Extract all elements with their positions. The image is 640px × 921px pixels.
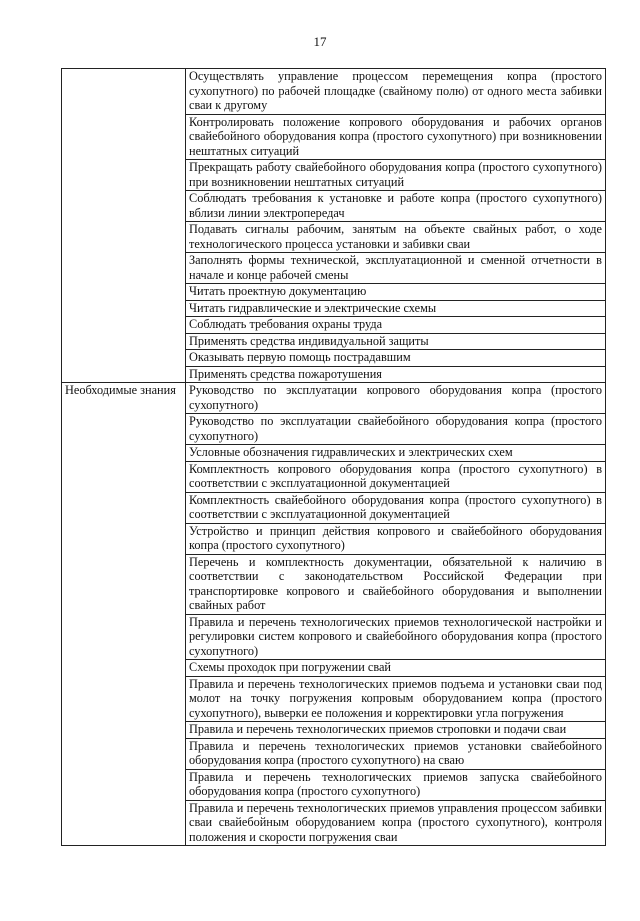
skill-item: Оказывать первую помощь пострадавшим (186, 350, 606, 367)
knowledge-item: Правила и перечень технологических приемов технологической настройки и регулировки систем копрового и свайебойного оборудования копра (простого сухопутного) (186, 614, 606, 660)
requirements-table-body (62, 69, 606, 846)
table-row (62, 383, 606, 414)
skill-item: Заполнять формы технической, эксплуатационной и сменной отчетности в начале и конце рабочей смены (186, 253, 606, 284)
knowledge-item: Правила и перечень технологических приемов управления процессом забивки сваи свайебойным оборудованием копра (простого сухопутного), контроля положения и скорости погружения сваи (186, 800, 606, 846)
knowledge-item: Схемы проходок при погружении свай (186, 660, 606, 677)
skill-item: Прекращать работу свайебойного оборудования копра (простого сухопутного) при возникновении нештатных ситуаций (186, 160, 606, 191)
table-row (62, 69, 606, 115)
knowledge-item: Комплектность свайебойного оборудования копра (простого сухопутного) в соответствии с эксплуатационной документацией (186, 492, 606, 523)
knowledge-item: Правила и перечень технологических приемов запуска свайебойного оборудования копра (простого сухопутного) (186, 769, 606, 800)
knowledge-item: Устройство и принцип действия копрового и свайебойного оборудования копра (простого сухопутного) (186, 523, 606, 554)
requirements-table (61, 68, 606, 846)
knowledge-item: Перечень и комплектность документации, обязательной к наличию в соответствии с законодательством Российской Федерации при транспортировке копрового и свайебойного оборудования и выполнении свайных работ (186, 554, 606, 614)
knowledge-item: Комплектность копрового оборудования копра (простого сухопутного) в соответствии с эксплуатационной документацией (186, 461, 606, 492)
knowledge-item: Правила и перечень технологических приемов установки свайебойного оборудования копра (простого сухопутного) на сваю (186, 738, 606, 769)
knowledge-item: Руководство по эксплуатации свайебойного оборудования копра (простого сухопутного) (186, 414, 606, 445)
skill-item: Применять средства пожаротушения (186, 366, 606, 383)
knowledge-label-cell: Необходимые знания (62, 383, 186, 846)
skill-item: Читать гидравлические и электрические схемы (186, 300, 606, 317)
skill-item: Осуществлять управление процессом перемещения копра (простого сухопутного) по рабочей площадке (свайному полю) от одного места забивки сваи к другому (186, 69, 606, 115)
skill-item: Соблюдать требования к установке и работе копра (простого сухопутного) вблизи линии электропередач (186, 191, 606, 222)
page-number: 17 (313, 34, 327, 49)
skill-item: Читать проектную документацию (186, 284, 606, 301)
skill-item: Контролировать положение копрового оборудования и рабочих органов свайебойного оборудования копра (простого сухопутного) при возникновении нештатных ситуаций (186, 114, 606, 160)
skill-item: Подавать сигналы рабочим, занятым на объекте свайных работ, о ходе технологического процесса установки и забивки сваи (186, 222, 606, 253)
knowledge-item: Правила и перечень технологических приемов строповки и подачи сваи (186, 722, 606, 739)
knowledge-item: Правила и перечень технологических приемов подъема и установки сваи под молот на точку погружения копровым оборудованием копра (простого сухопутного), выверки ее положения и корректировки угла погружения (186, 676, 606, 722)
knowledge-item: Условные обозначения гидравлических и электрических схем (186, 445, 606, 462)
knowledge-item: Руководство по эксплуатации копрового оборудования копра (простого сухопутного) (186, 383, 606, 414)
skills-label-cell (62, 69, 186, 383)
skill-item: Применять средства индивидуальной защиты (186, 333, 606, 350)
skill-item: Соблюдать требования охраны труда (186, 317, 606, 334)
